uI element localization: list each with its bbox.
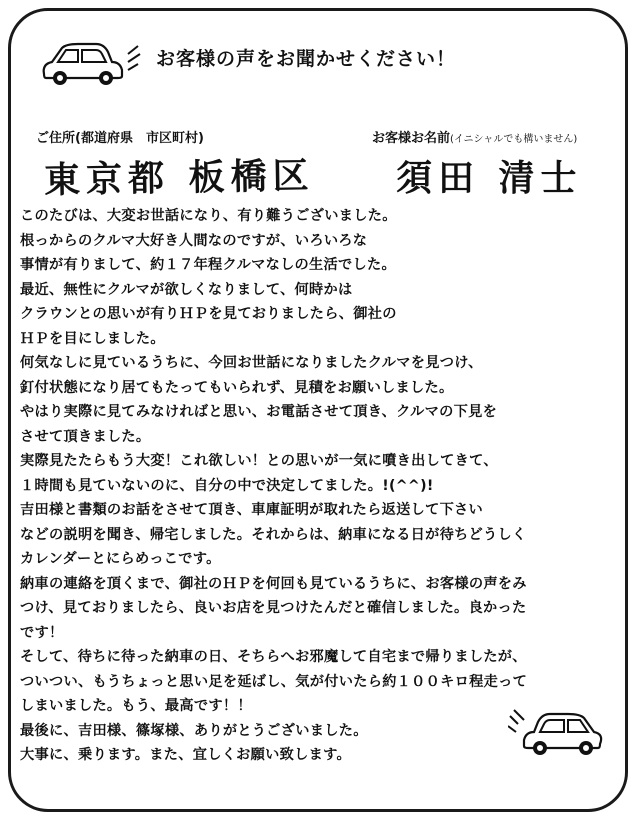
body-line: ついつい、もうちょっと思い足を延ばし、気が付いたら約１００キロ程走って <box>20 673 528 690</box>
body-line: 吉田様と書類のお話をさせて頂き、車庫証明が取れたら返送して下さい <box>20 502 484 518</box>
body-line: 実際見たたらもう大変！これ欲しい！との思いが一気に噴き出してきて、 <box>20 453 498 469</box>
body-line: 最近、無性にクルマが欲しくなりまして、何時かは <box>20 281 353 298</box>
car-icon <box>508 706 608 758</box>
body-line: などの説明を聞き、帰宅しました。それからは、納車になる日が待ちどうしく <box>20 526 527 543</box>
name-label-note: (イニシャルでも構いません) <box>450 134 578 145</box>
body-line: やはり実際に見てみなければと思い、お電話させて頂き、クルマの下見を <box>20 404 498 420</box>
address-label: ご住所(都道府県 市区町村) <box>36 131 204 146</box>
body-line: 大事に、乗ります。また、宜しくお願い致します。 <box>20 747 351 763</box>
body-line: ＨＰを目にしました。 <box>20 330 165 347</box>
body-line: しまいました。もう、最高です！！ <box>20 698 252 714</box>
body-line: 納車の連絡を頂くまで、御社のＨＰを何回も見ているうちに、お客様の声をみ <box>20 575 527 592</box>
body-line: 根っからのクルマ大好き人間なのですが、いろいろな <box>20 232 368 249</box>
body-line: そして、待ちに待った納車の日、そちらへお邪魔して自宅まで帰りましたが、 <box>20 649 527 665</box>
body-line: 釘付状態になり居てもたってもいられず、見積をお願いしました。 <box>20 379 454 396</box>
name-label <box>372 127 577 146</box>
body-line: このたびは、大変お世話になり、有り難うございました。 <box>20 208 397 224</box>
name-label-text: お客様お名前 <box>372 131 451 146</box>
name-value: 須田 清士 <box>396 157 583 199</box>
body-line: カレンダーとにらめっこです。 <box>20 551 221 567</box>
page-title: お客様の声をお聞かせください！ <box>156 48 457 70</box>
body-line: 最後に、吉田様、篠塚様、ありがとうございました。 <box>20 722 368 739</box>
body-line: クラウンとの思いが有りＨＰを見ておりましたら、御社の <box>20 306 397 322</box>
body-line: １時間も見ていないのに、自分の中で決定してました。!(^^)! <box>20 477 434 494</box>
body-line: 事情が有りまして、約１７年程クルマなしの生活でした。 <box>20 257 396 273</box>
body-line: つけ、見ておりましたら、良いお店を見つけたんだと確信しました。良かった <box>20 600 527 616</box>
body-line: 何気なしに見ているうちに、今回お世話になりましたクルマを見つけ、 <box>20 355 483 371</box>
address-value: 東京都 板橋区 <box>43 154 315 202</box>
body-line: です！ <box>20 624 64 641</box>
body-line: させて頂きました。 <box>20 428 151 445</box>
car-icon <box>38 40 142 88</box>
testimonial-body <box>20 204 620 768</box>
